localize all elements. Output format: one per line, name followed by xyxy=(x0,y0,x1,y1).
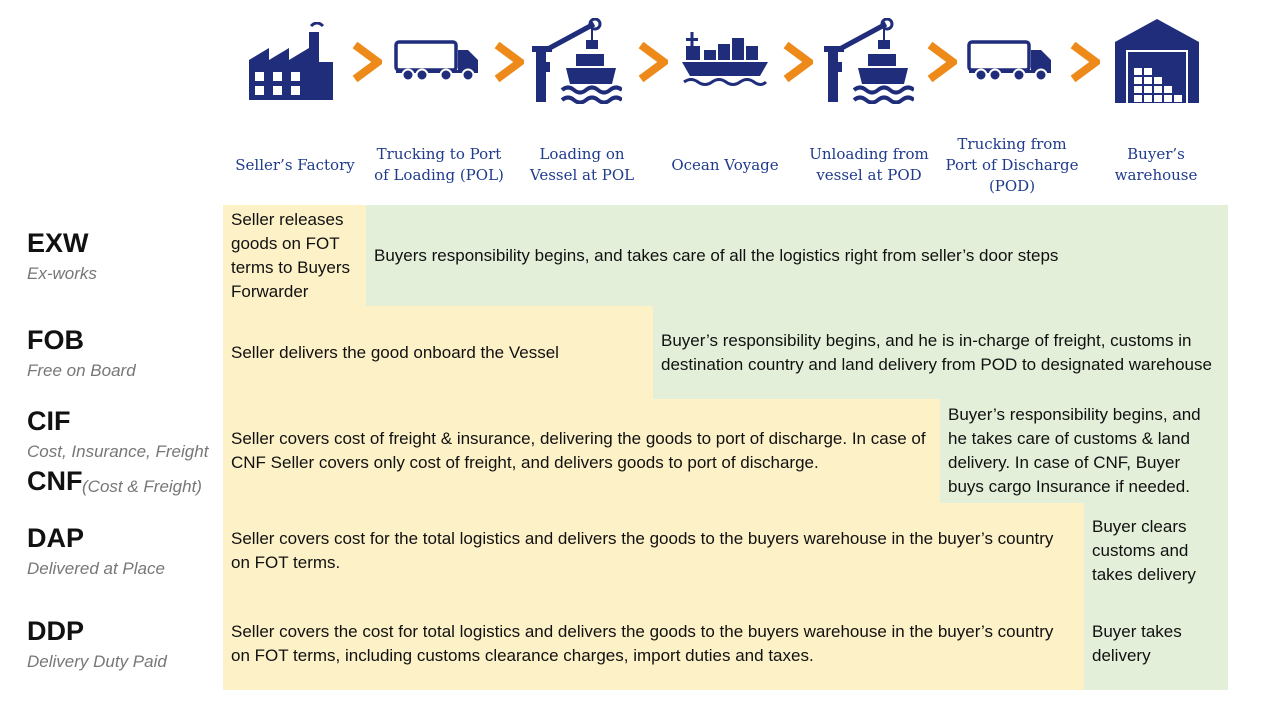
warehouse-icon xyxy=(1114,18,1200,104)
cif-seller-text: Seller covers cost of freight & insurance, delivering the goods to port of discharge. In case of CNF Seller covers only cost of freight, and delivers goods to port of discharge. xyxy=(231,429,926,472)
fob-buyer-text: Buyer’s responsibility begins, and he is in-charge of freight, customs in destination country and land delivery from POD to designated warehouse xyxy=(661,330,1212,374)
term-name-fob: Free on Board xyxy=(27,361,136,380)
arrow-right-icon xyxy=(352,42,382,82)
cif-seller-band xyxy=(223,399,940,503)
dap-seller-text: Seller covers cost for the total logistics and delivers the goods to the buyers warehouse in the buyer’s country on FOT terms. xyxy=(231,528,1054,572)
stage-label-trucking-to-pol: Trucking to Port of Loading (POL) xyxy=(374,145,504,184)
truck-icon xyxy=(967,40,1053,82)
dap-buyer-text: Buyer clears customs and takes delivery xyxy=(1092,516,1196,584)
fob-seller-band xyxy=(223,306,653,399)
term-name-exw: Ex-works xyxy=(27,264,97,283)
term-code-cif: CIF xyxy=(27,406,71,436)
fob-seller-text: Seller delivers the good onboard the Vessel xyxy=(231,342,559,362)
stage-label-ocean-voyage: Ocean Voyage xyxy=(671,155,779,174)
cif-buyer-text: Buyer’s responsibility begins, and he takes care of customs & land delivery. In case of CNF, Buyer buys cargo Insurance if needed. xyxy=(948,405,1201,496)
exw-seller-band xyxy=(223,205,366,306)
exw-buyer-band xyxy=(366,205,1228,306)
term-code-cnf: CNF xyxy=(27,466,83,496)
stage-label-unloading-pod: Unloading from vessel at POD xyxy=(809,145,929,184)
factory-icon xyxy=(247,22,335,102)
truck-icon xyxy=(394,40,480,82)
dap-buyer-band xyxy=(1084,503,1228,598)
term-code-dap: DAP xyxy=(27,523,85,553)
stage-label-loading-pol: Loading on Vessel at POL xyxy=(529,145,635,184)
stage-label-buyers-warehouse: Buyer’s warehouse xyxy=(1114,145,1198,184)
dap-seller-band xyxy=(223,503,1084,598)
crane-ship-icon xyxy=(824,18,914,104)
term-code-fob: FOB xyxy=(27,325,84,355)
cargo-ship-icon xyxy=(682,30,768,90)
stage-label-trucking-from-pod: Trucking from Port of Discharge (POD) xyxy=(945,134,1079,195)
term-name-dap: Delivered at Place xyxy=(27,559,165,578)
exw-buyer-text: Buyers responsibility begins, and takes care of all the logistics right from seller’s door steps xyxy=(374,245,1059,265)
cif-buyer-band xyxy=(940,399,1228,503)
term-code-ddp: DDP xyxy=(27,616,85,646)
term-name-cnf: (Cost & Freight) xyxy=(82,477,202,496)
term-name-ddp: Delivery Duty Paid xyxy=(27,652,167,671)
fob-buyer-band xyxy=(653,306,1228,399)
arrow-right-icon xyxy=(783,42,813,82)
term-code-exw: EXW xyxy=(27,228,89,258)
crane-ship-icon xyxy=(532,18,622,104)
ddp-buyer-text: Buyer takes delivery xyxy=(1092,622,1182,665)
stage-label-sellers-factory: Seller’s Factory xyxy=(235,155,355,174)
arrow-right-icon xyxy=(1070,42,1100,82)
ddp-seller-text: Seller covers the cost for total logistics and delivers the goods to the buyers warehouse in the buyer’s country on FOT terms, including customs clearance charges, import duties and taxes. xyxy=(231,622,1054,665)
ddp-buyer-band xyxy=(1084,598,1228,690)
exw-seller-text: Seller releases goods on FOT terms to Buyers Forwarder xyxy=(231,209,351,301)
term-name-cif: Cost, Insurance, Freight xyxy=(27,442,209,461)
ddp-seller-band xyxy=(223,598,1084,690)
arrow-right-icon xyxy=(638,42,668,82)
arrow-right-icon xyxy=(927,42,957,82)
arrow-right-icon xyxy=(494,42,524,82)
